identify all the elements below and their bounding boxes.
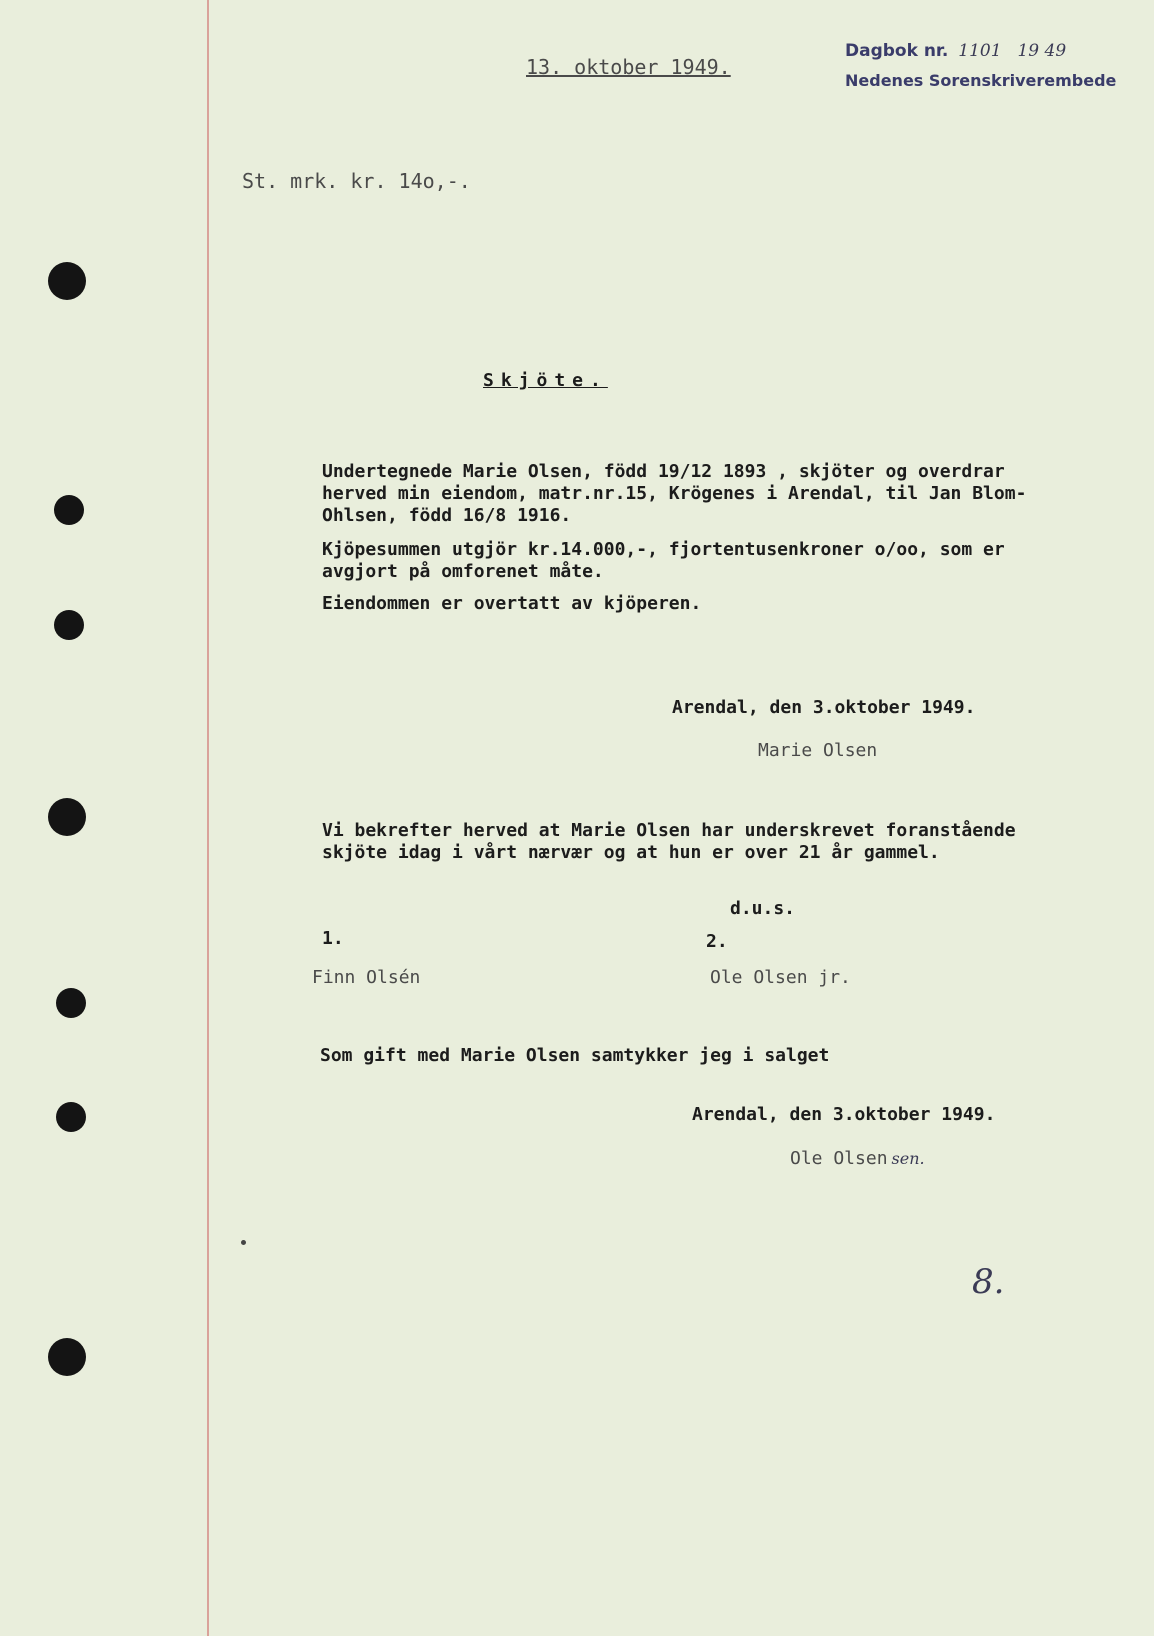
stamp-number: 1101 bbox=[958, 41, 1002, 61]
signature-name: Marie Olsen bbox=[758, 740, 878, 761]
body-line: herved min eiendom, matr.nr.15, Krögenes i Arendal, til Jan Blom- bbox=[322, 483, 1027, 504]
witness2-number: 2. bbox=[706, 931, 728, 952]
punch-hole bbox=[56, 1102, 86, 1132]
consent-name: Ole Olsen bbox=[790, 1148, 888, 1169]
journal-stamp-line2: Nedenes Sorenskriverembede bbox=[845, 71, 1117, 90]
consent-place-date: Arendal, den 3.oktober 1949. bbox=[692, 1104, 996, 1125]
punch-hole bbox=[56, 988, 86, 1018]
stamp-year: 19 49 bbox=[1017, 41, 1067, 61]
signature-place-date: Arendal, den 3.oktober 1949. bbox=[672, 697, 976, 718]
journal-stamp-line1 bbox=[845, 40, 1066, 62]
witness-line: Vi bekrefter herved at Marie Olsen har underskrevet foranstående bbox=[322, 820, 1016, 841]
witness1-number: 1. bbox=[322, 928, 344, 949]
punch-hole bbox=[54, 610, 84, 640]
punch-hole bbox=[48, 798, 86, 836]
stamp-prefix: Dagbok nr. bbox=[845, 41, 949, 61]
body-line: Kjöpesummen utgjör kr.14.000,-, fjortentusenkroner o/oo, som er bbox=[322, 539, 1005, 560]
stamp-duty: St. mrk. kr. 14o,-. bbox=[242, 169, 471, 193]
consent-name-suffix: sen. bbox=[891, 1149, 925, 1168]
body-line: Ohlsen, född 16/8 1916. bbox=[322, 505, 572, 526]
punch-hole bbox=[54, 495, 84, 525]
witness-line: skjöte idag i vårt nærvær og at hun er over 21 år gammel. bbox=[322, 842, 940, 863]
consent-text: Som gift med Marie Olsen samtykker jeg i salget bbox=[320, 1045, 830, 1066]
document-title: Skjöte. bbox=[483, 370, 608, 391]
witness1-name: Finn Olsén bbox=[312, 967, 421, 988]
dus-mark: d.u.s. bbox=[730, 898, 796, 919]
witness2-name: Ole Olsen jr. bbox=[710, 967, 851, 988]
consent-signature bbox=[790, 1148, 925, 1170]
margin-line bbox=[207, 0, 209, 1636]
body-line: avgjort på omforenet måte. bbox=[322, 561, 604, 582]
page-mark: 8. bbox=[972, 1262, 1005, 1302]
document-date: 13. oktober 1949. bbox=[526, 55, 731, 79]
ink-speck bbox=[241, 1240, 246, 1245]
punch-hole bbox=[48, 1338, 86, 1376]
punch-hole bbox=[48, 262, 86, 300]
body-line: Undertegnede Marie Olsen, född 19/12 1893 , skjöter og overdrar bbox=[322, 461, 1005, 482]
body-line: Eiendommen er overtatt av kjöperen. bbox=[322, 593, 702, 614]
